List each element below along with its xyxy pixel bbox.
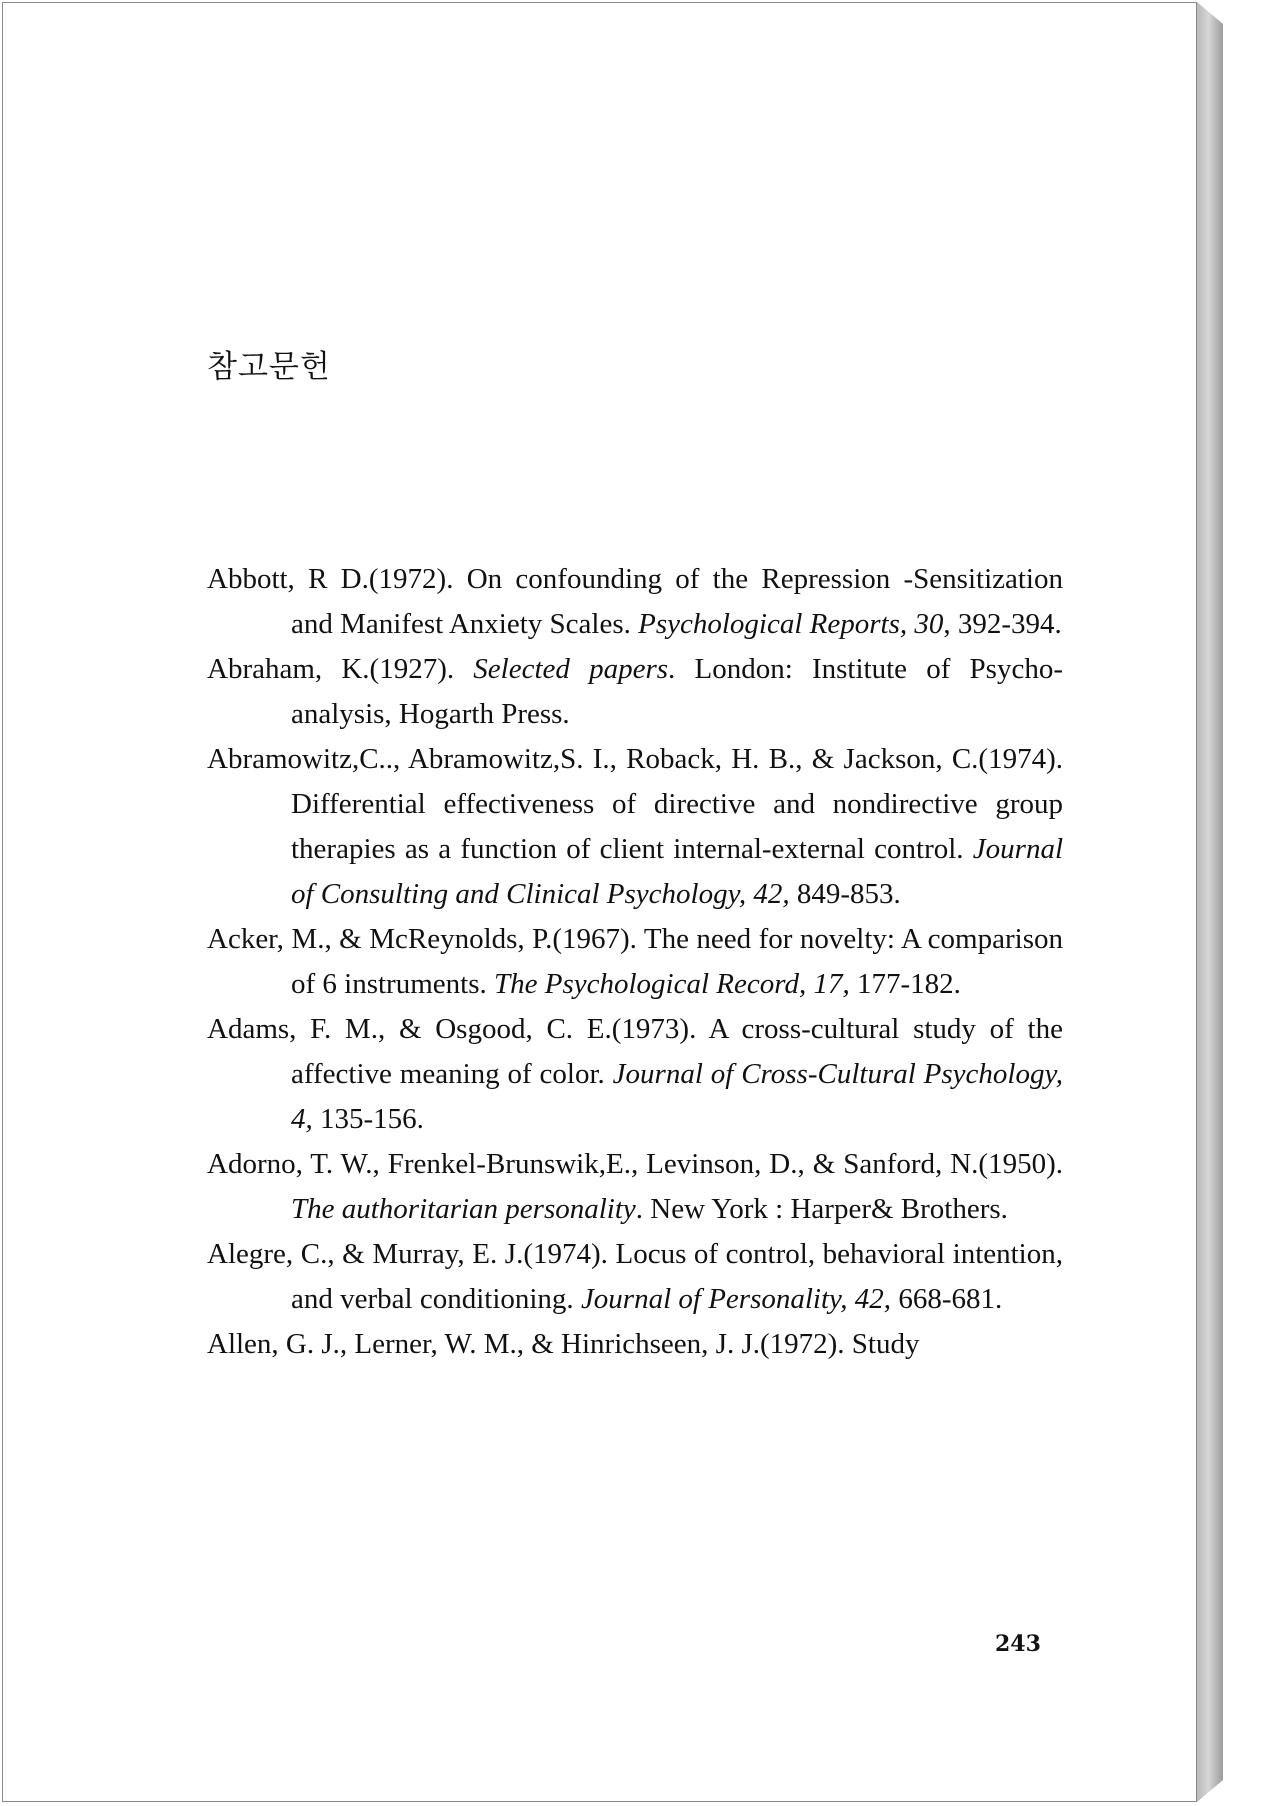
page-edge xyxy=(1197,2,1223,1802)
reference-entry xyxy=(207,917,1063,1007)
reference-source: Psychological Reports, 30 xyxy=(638,608,944,640)
book-page xyxy=(2,2,1197,1802)
reference-text: Abbott, R D.(1972). On confounding of the Repression -Sensitization and Manifest Anxiety Scales. xyxy=(207,563,1063,640)
reference-entry xyxy=(207,737,1063,917)
reference-entry xyxy=(207,1232,1063,1322)
reference-source: The authoritarian personality xyxy=(291,1193,636,1225)
reference-entry xyxy=(207,1007,1063,1142)
reference-entry xyxy=(207,557,1063,647)
reference-pages: 668-681. xyxy=(891,1283,1003,1315)
reference-pages: 177-182. xyxy=(849,968,961,1000)
reference-pages: . New York : Harper& Brothers. xyxy=(635,1193,1008,1225)
reference-source: The Psychological Record, 17, xyxy=(494,968,850,1000)
reference-text: Adams, F. M., & Osgood, C. E.(1973). A cross-cultural study of the affective meaning of color. xyxy=(207,1013,1063,1090)
reference-text: Alegre, C., & Murray, E. J.(1974). Locus of control, behavioral intention, and verbal conditioning. xyxy=(207,1238,1063,1315)
reference-entry xyxy=(207,1142,1063,1232)
reference-source: Journal of Consulting and Clinical Psychology, 42, xyxy=(291,833,1063,910)
reference-text: Allen, G. J., Lerner, W. M., & Hinrichseen, J. J.(1972). Study xyxy=(207,1328,920,1360)
reference-entry xyxy=(207,1322,1063,1367)
reference-source: Selected papers xyxy=(473,653,669,685)
reference-pages: . London: Institute of Psycho-analysis, Hogarth Press. xyxy=(291,653,1063,730)
page-number: 243 xyxy=(995,1631,1041,1657)
reference-text: Abramowitz,C.., Abramowitz,S. I., Roback, H. B., & Jackson, C.(1974). Differential effectiveness of directive and nondirective group therapies as a function of client internal-external control. xyxy=(207,743,1063,865)
reference-source: Journal of Cross-Cultural Psychology, 4, xyxy=(291,1058,1063,1135)
page-heading: 참고문헌 xyxy=(207,349,331,385)
reference-pages: , 392-394. xyxy=(943,608,1062,640)
reference-pages: 135-156. xyxy=(312,1103,424,1135)
reference-entry xyxy=(207,647,1063,737)
reference-source: Journal of Personality, 42, xyxy=(580,1283,892,1315)
reference-text: Abraham, K.(1927). xyxy=(207,653,474,685)
reference-text: Acker, M., & McReynolds, P.(1967). The need for novelty: A comparison of 6 instruments. xyxy=(207,923,1063,1000)
reference-pages: 849-853. xyxy=(789,878,901,910)
reference-list xyxy=(207,557,1063,1367)
reference-text: Adorno, T. W., Frenkel-Brunswik,E., Levinson, D., & Sanford, N.(1950). xyxy=(207,1148,1063,1180)
